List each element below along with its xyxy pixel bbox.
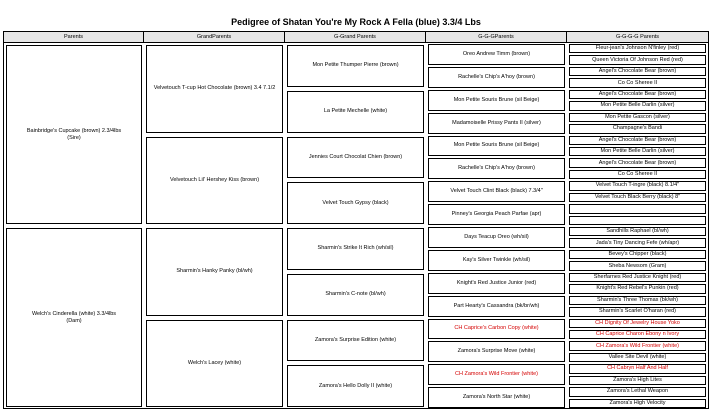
header-parents: Parents [4, 32, 144, 43]
g-g-g-g-parent-cell: Mon Petite Gascon (silver) [569, 113, 706, 122]
header-grandparents: GrandParents [144, 32, 285, 43]
g-g-g-g-parent-cell: Angel's Chocolate Bear (brown) [569, 67, 706, 76]
g-g-g-g-parent-cell: Mon Petite Belle Darlin (silver) [569, 101, 706, 110]
g-g-g-parent-cell: Kay's Silver Twinkle (wh/sil) [428, 250, 565, 271]
g-g-g-g-parent-cell: Co Co Sheree II [569, 78, 706, 87]
g-g-g-g-parent-cell: Vallee Site Devil (white) [569, 353, 706, 362]
g-g-g-parent-cell: CH Zamora's Wild Frontier (white) [428, 364, 565, 385]
g-g-g-g-parent-cell: Co Co Sheree II [569, 170, 706, 179]
g-g-g-g-parent-cell: CH Dignity Of Jewelry House Yoko [569, 319, 706, 328]
pedigree-table [3, 31, 709, 409]
g-g-g-parent-cell: Mon Petite Souris Brune (sil Beige) [428, 90, 565, 111]
g-g-g-parent-cell: Zamora's Surprise Move (white) [428, 341, 565, 362]
g-g-g-g-parent-cell: Zamora's High Velocity [569, 399, 706, 408]
g-g-g-g-parent-cell: Knight's Red Rebel's Punkin (red) [569, 284, 706, 293]
g-g-g-parent-cell: Knight's Red Justice Junior (red) [428, 273, 565, 294]
g-g-g-g-parent-cell: Champagne's Bandi [569, 124, 706, 133]
g-g-g-g-parent-cell: Sherfarnes Red Justice Knight (red) [569, 273, 706, 282]
g-g-g-g-parent-cell: CH Zamora's Wild Frontier (white) [569, 341, 706, 350]
g-g-g-parent-cell: Pinney's Georgia Peach Parfae (apr) [428, 204, 565, 225]
g-g-g-parent-cell: Rachelle's Chip's A'hoy (brown) [428, 158, 565, 179]
g-g-g-parent-cell: CH Caprice's Carbon Copy (white) [428, 319, 565, 340]
g-g-g-g-parent-cell: Sandhills Raphael (bl/wh) [569, 227, 706, 236]
g-grandparent-cell: Velvet Touch Gypsy (black) [287, 182, 424, 224]
g-g-g-g-parent-cell: Fleur-jean's Johnson N'finley (red) [569, 44, 706, 53]
header-g-grandparents: G-Grand Parents [285, 32, 426, 43]
g-g-g-g-parent-cell: Angel's Chocolate Bear (brown) [569, 90, 706, 99]
grandparent-cell: Velvetouch T-cup Hot Chocolate (brown) 3.4 7.1/2 [146, 45, 283, 133]
g-g-g-g-parent-cell: Sharmin's Three Thomas (bk/wh) [569, 296, 706, 305]
parent-role: (Dam) [66, 317, 82, 324]
page-title: Pedigree of Shatan You're My Rock A Fella (blue) 3.3/4 Lbs [231, 17, 481, 27]
grandparent-cell: Sharmin's Hanky Panky (bl/wh) [146, 228, 283, 316]
g-g-g-g-parent-cell: CH Cabryn Half And Half [569, 364, 706, 373]
g-g-g-g-parent-cell [569, 204, 706, 213]
g-grandparent-cell: Mon Petite Thumper Pierre (brown) [287, 45, 424, 87]
grandparent-cell: Velvetouch Lil' Hershey Kiss (brown) [146, 137, 283, 225]
g-g-g-parent-cell: Velvet Touch Clint Black (black) 7.3/4" [428, 181, 565, 202]
g-g-g-g-parent-cell: Zamora's Lethal Weapon [569, 387, 706, 396]
parent-cell [6, 45, 142, 224]
g-g-g-parent-cell: Rachelle's Chip's A'hoy (brown) [428, 67, 565, 88]
g-g-g-g-parent-cell: CH Caprice Charon Ebony n Ivory [569, 330, 706, 339]
g-g-g-g-parent-cell: Jada's Tiny Dancing Fefe (wh/apr) [569, 238, 706, 247]
g-grandparent-cell: Sharmin's Strike It Rich (wh/sil) [287, 228, 424, 270]
header-g-g-g-g-parents: G-G-G-G Parents [567, 32, 708, 43]
g-grandparent-cell: Sharmin's C-note (bl/wh) [287, 274, 424, 316]
g-g-g-g-parent-cell: Bevey's Chipper (black) [569, 250, 706, 259]
parent-name: Bainbridge's Cupcake (brown) 2.3/4lbs [26, 127, 122, 134]
g-g-g-g-parent-cell: Velvet Touch T-ingre (black) 8.1/4" [569, 181, 706, 190]
g-grandparent-cell: Zamora's Surprise Edition (white) [287, 320, 424, 362]
g-g-g-g-parent-cell: Zamora's High Lites [569, 376, 706, 385]
g-g-g-g-parent-cell [569, 216, 706, 225]
g-g-g-g-parent-cell: Sheba Newsom (Gram) [569, 261, 706, 270]
grandparent-cell: Welch's Lacey (white) [146, 320, 283, 408]
parent-name: Welch's Cinderella (white) 3.3/4lbs [31, 310, 117, 317]
g-g-g-parent-cell: Oreo Andrew Timm (brown) [428, 44, 565, 65]
g-grandparent-cell: La Petite Mechelle (white) [287, 91, 424, 133]
g-g-g-parent-cell: Madamoiselle Prissy Pants II (silver) [428, 113, 565, 134]
g-g-g-parent-cell: Zamora's North Star (white) [428, 387, 565, 408]
g-g-g-parent-cell: Days Teacup Oreo (wh/sil) [428, 227, 565, 248]
g-g-g-g-parent-cell: Sharmin's Scarlet O'haran (red) [569, 307, 706, 316]
g-g-g-g-parent-cell: Queen Victoria Of Johnson Red (red) [569, 55, 706, 64]
g-grandparent-cell: Jennies Court Chocolat Chien (brown) [287, 137, 424, 179]
g-g-g-g-parent-cell: Angel's Chocolate Bear (brown) [569, 136, 706, 145]
g-g-g-g-parent-cell: Mon Petite Belle Darlin (silver) [569, 147, 706, 156]
g-grandparent-cell: Zamora's Hello Dolly II (white) [287, 365, 424, 407]
parent-cell [6, 228, 142, 407]
g-g-g-parent-cell: Part Hearty's Cassandra (bk/br/wh) [428, 296, 565, 317]
parent-role: (Sire) [67, 134, 81, 141]
g-g-g-g-parent-cell: Angel's Chocolate Bear (brown) [569, 158, 706, 167]
g-g-g-g-parent-cell: Velvet Touch Black Berry (black) 8" [569, 193, 706, 202]
g-g-g-parent-cell: Mon Petite Souris Brune (sil Beige) [428, 136, 565, 157]
header-g-g-g-parents: G-G-GParents [426, 32, 567, 43]
